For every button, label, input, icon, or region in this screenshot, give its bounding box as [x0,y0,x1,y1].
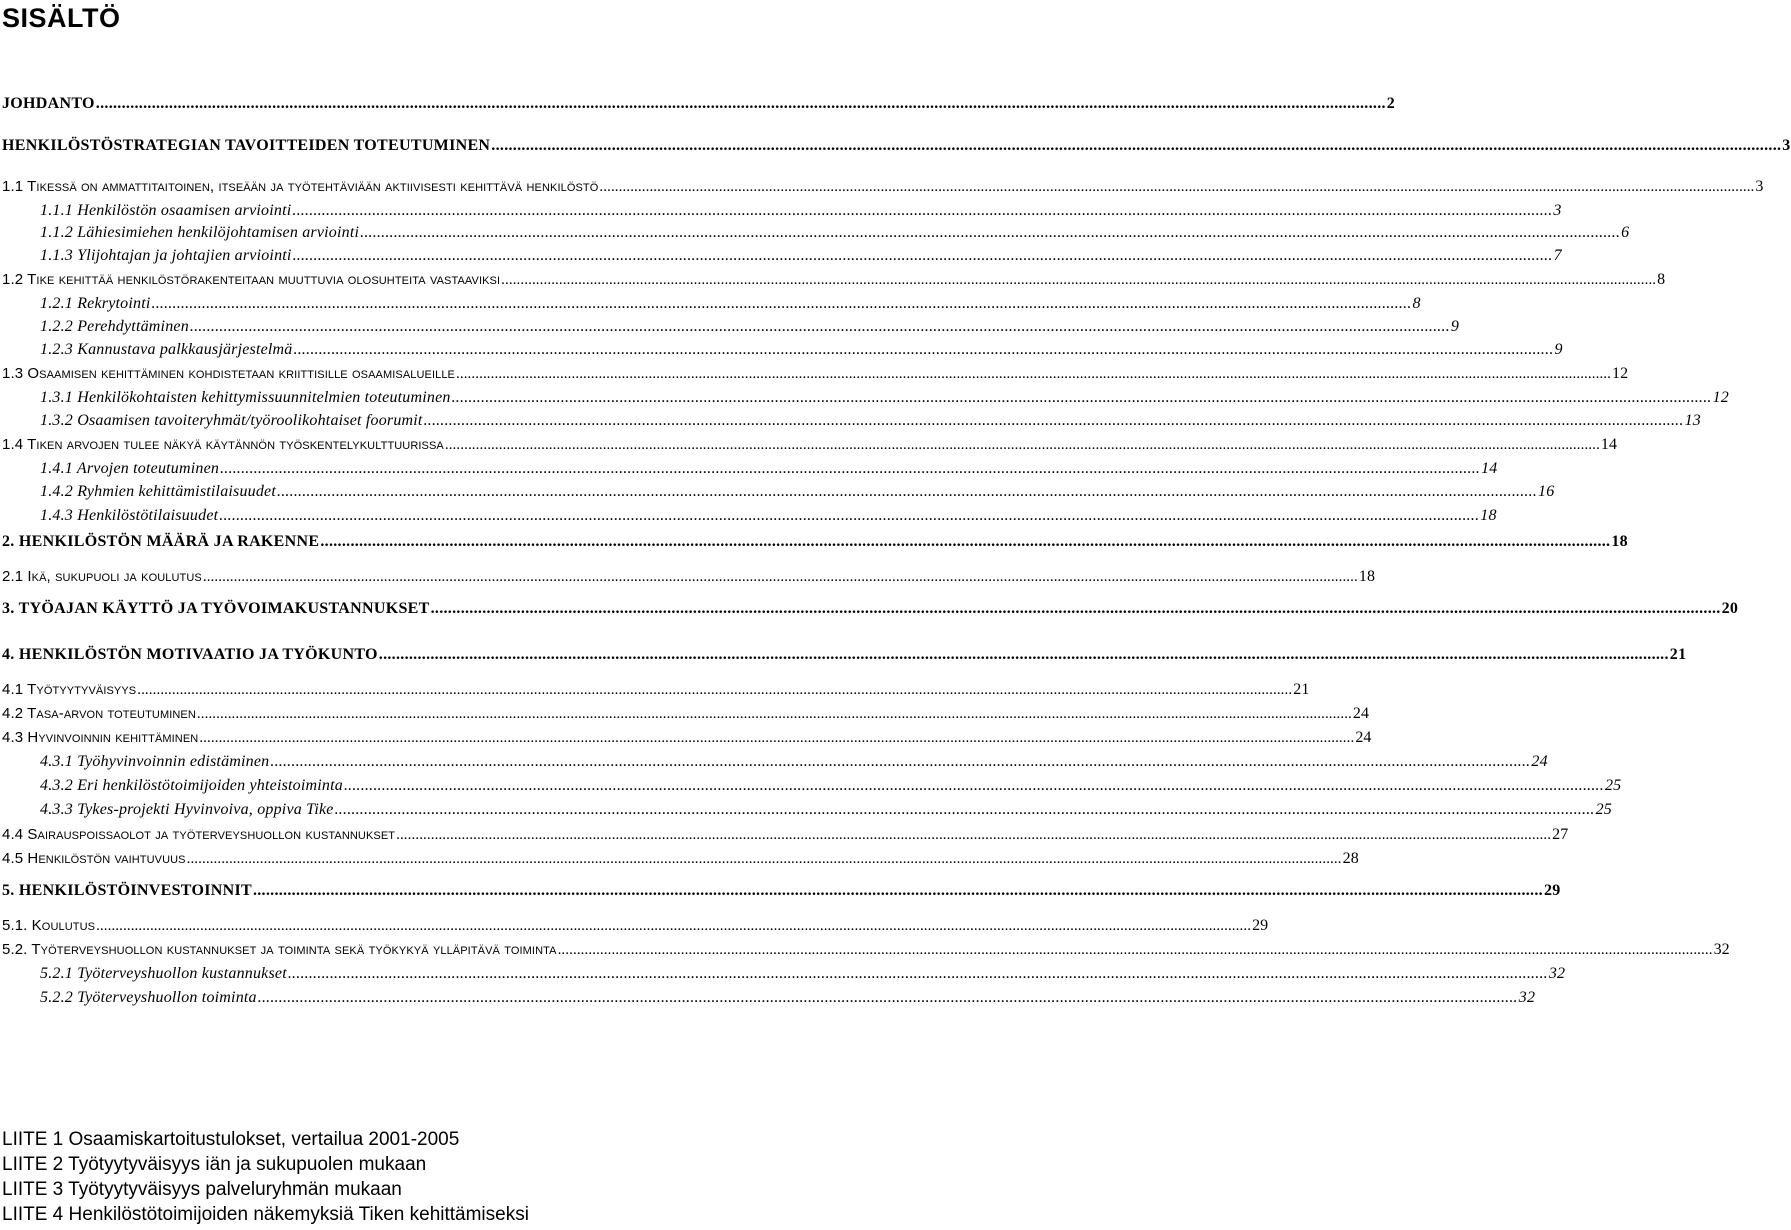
toc-entry-page: 24 [1352,705,1370,722]
toc-entry[interactable] [2,825,1569,845]
appendix-item: LIITE 1 Osaamiskartoitustulokset, vertailua 2001-2005 [2,1129,460,1150]
toc-leader-dots: ............................................................................................................................................................................................................................................................................................................ [220,460,1481,477]
toc-entry-page: 18 [1358,568,1376,585]
toc-leader-dots: ............................................................................................................................................................................................................................................................................................................ [95,95,1386,112]
toc-leader-dots: ............................................................................................................................................................................................................................................................................................................ [430,600,1721,617]
toc-entry[interactable] [2,940,1730,960]
toc-entry-title: 1.1.1 Henkilöstön osaamisen arviointi [40,202,292,219]
toc-leader-dots: ............................................................................................................................................................................................................................................................................................................ [456,366,1611,382]
toc-entry-title: 1.4 Tiken arvojen tulee näkyä käytännön työskentelykulttuurissa [2,436,444,453]
toc-entry-page: 18 [1611,533,1628,550]
toc-entry-page: 27 [1552,826,1569,843]
toc-entry-page: 3 [1755,178,1764,195]
toc-entry[interactable] [2,680,1310,700]
toc-entry[interactable] [2,270,1666,290]
toc-leader-dots: ............................................................................................................................................................................................................................................................................................................ [196,706,1352,722]
toc-entry-page: 8 [1412,295,1421,312]
toc-entry-title: 5.2.2 Työterveyshuollon toiminta [40,989,257,1006]
toc-entry-title: 1.3.1 Henkilökohtaisten kehittymissuunnitelmien toteutuminen [40,389,451,406]
toc-entry-page: 7 [1553,247,1562,264]
toc-entry[interactable] [40,223,1630,243]
toc-leader-dots: ............................................................................................................................................................................................................................................................................................................ [501,272,1657,288]
toc-entry-page: 13 [1684,412,1701,429]
toc-entry-title: 4.5 Henkilöstön vaihtuvuus [2,850,186,867]
toc-entry[interactable] [2,364,1629,384]
toc-entry-title: 1.3.2 Osaamisen tavoiteryhmät/työroolikohtaiset foorumit [40,412,423,429]
toc-entry[interactable] [2,532,1628,552]
toc-entry-page: 14 [1600,436,1618,453]
toc-entry-title: 4.4 Sairauspoissaolot ja työterveyshuollon kustannukset [2,826,396,843]
toc-leader-dots: ............................................................................................................................................................................................................................................................................................................ [491,137,1782,154]
toc-leader-dots: ............................................................................................................................................................................................................................................................................................................ [96,918,1252,934]
toc-entry-page: 32 [1548,965,1566,982]
toc-entry-title: 4.3.1 Työhyvinvoinnin edistäminen [40,753,270,770]
toc-entry[interactable] [40,388,1729,408]
toc-entry[interactable] [2,916,1269,936]
toc-entry-page: 9 [1450,318,1460,335]
toc-entry[interactable] [40,340,1563,360]
toc-entry[interactable] [40,964,1566,984]
toc-entry-page: 29 [1543,882,1561,899]
toc-leader-dots: ............................................................................................................................................................................................................................................................................................................ [189,318,1450,335]
toc-entry-title: 1.2 Tike kehittää henkilöstörakenteitaan muuttuvia olosuhteita vastaaviksi [2,271,501,288]
toc-entry-page: 16 [1538,483,1555,500]
toc-leader-dots: ............................................................................................................................................................................................................................................................................................................ [186,851,1342,867]
toc-entry[interactable] [40,800,1613,820]
toc-entry-page: 14 [1481,460,1498,477]
toc-entry-page: 32 [1518,989,1536,1006]
appendix-item: LIITE 4 Henkilöstötoimijoiden näkemyksiä Tiken kehittämiseksi [2,1204,529,1225]
toc-entry-title: 2. HENKILÖSTÖN MÄÄRÄ JA RAKENNE [2,533,320,550]
toc-entry-title: 4.1 Työtyytyväisyys [2,681,137,698]
toc-entry-page: 6 [1621,224,1630,241]
toc-entry[interactable] [40,201,1562,221]
toc-entry-title: 2.1 Ikä, sukupuoli ja koulutus [2,568,202,585]
toc-entry-title: 4.3 Hyvinvoinnin kehittäminen [2,729,199,746]
toc-entry-page: 29 [1252,917,1269,934]
toc-entry-title: 5.2.1 Työterveyshuollon kustannukset [40,965,287,982]
appendix-item: LIITE 3 Työtyytyväisyys palveluryhmän mukaan [2,1179,402,1200]
toc-entry-title: JOHDANTO [2,95,95,112]
toc-leader-dots: ............................................................................................................................................................................................................................................................................................................ [199,730,1355,746]
toc-entry-title: 1.2.3 Kannustava palkkausjärjestelmä [40,341,293,358]
toc-leader-dots: ............................................................................................................................................................................................................................................................................................................ [257,989,1518,1006]
toc-entry[interactable] [2,177,1764,197]
toc-leader-dots: ............................................................................................................................................................................................................................................................................................................ [292,247,1553,264]
toc-entry-title: 1.3 Osaamisen kehittäminen kohdistetaan kriittisille osaamisalueille [2,365,455,382]
toc-entry[interactable] [40,317,1460,337]
toc-leader-dots: ............................................................................................................................................................................................................................................................................................................ [444,437,1600,453]
toc-entry-title: 1.4.3 Henkilöstötilaisuudet [40,507,219,524]
toc-entry[interactable] [2,849,1359,869]
toc-entry[interactable] [2,728,1372,748]
toc-entry-page: 3 [1782,137,1791,154]
toc-leader-dots: ............................................................................................................................................................................................................................................................................................................ [270,753,1531,770]
toc-entry-title: 1.1.3 Ylijohtajan ja johtajien arviointi [40,247,292,264]
page-title: SISÄLTÖ [2,3,121,33]
toc-entry[interactable] [40,482,1555,502]
toc-entry-page: 9 [1554,341,1563,358]
toc-entry-title: 4.2 Tasa-arvon toteutuminen [2,705,196,722]
toc-leader-dots: ............................................................................................................................................................................................................................................................................................................ [252,882,1543,899]
toc-entry-title: 5. HENKILÖSTÖINVESTOINNIT [2,882,252,899]
toc-entry-title: 1.4.2 Ryhmien kehittämistilaisuudet [40,483,277,500]
toc-entry[interactable] [2,435,1618,455]
toc-entry[interactable] [40,988,1536,1008]
toc-leader-dots: ............................................................................................................................................................................................................................................................................................................ [151,295,1412,312]
toc-leader-dots: ............................................................................................................................................................................................................................................................................................................ [343,777,1604,794]
appendix-list [2,1127,952,1227]
toc-entry-page: 2 [1386,95,1396,112]
toc-entry-page: 12 [1612,365,1629,382]
toc-entry-title: 4.3.2 Eri henkilöstötoimijoiden yhteistoiminta [40,777,343,794]
toc-entry-page: 20 [1721,600,1739,617]
toc-leader-dots: ............................................................................................................................................................................................................................................................................................................ [320,533,1611,550]
toc-entry[interactable] [2,567,1376,587]
toc-leader-dots: ............................................................................................................................................................................................................................................................................................................ [451,389,1712,406]
toc-entry[interactable] [2,645,1687,665]
toc-entry-title: 5.2. Työterveyshuollon kustannukset ja toiminta sekä työkykyä ylläpitävä toiminta [2,941,557,958]
toc-entry-page: 21 [1669,646,1687,663]
toc-entry-page: 32 [1713,941,1730,958]
toc-entry-title: 3. TYÖAJAN KÄYTTÖ JA TYÖVOIMAKUSTANNUKSET [2,600,430,617]
toc-entry[interactable] [2,881,1561,901]
toc-entry-title: 4. HENKILÖSTÖN MOTIVAATIO JA TYÖKUNTO [2,646,378,663]
toc-leader-dots: ............................................................................................................................................................................................................................................................................................................ [277,483,1538,500]
toc-entry[interactable] [40,246,1562,266]
toc-leader-dots: ............................................................................................................................................................................................................................................................................................................ [292,202,1553,219]
toc-entry-title: 5.1. Koulutus [2,917,96,934]
toc-entry-page: 12 [1712,389,1729,406]
toc-entry[interactable] [40,752,1548,772]
toc-entry-page: 3 [1553,202,1562,219]
toc-leader-dots: ............................................................................................................................................................................................................................................................................................................ [423,412,1684,429]
toc-entry[interactable] [40,411,1701,431]
toc-leader-dots: ............................................................................................................................................................................................................................................................................................................ [293,341,1554,358]
toc-entry-page: 25 [1604,777,1622,794]
toc-entry-page: 18 [1480,507,1497,524]
toc-entry[interactable] [40,459,1498,479]
toc-entry[interactable] [2,599,1739,619]
toc-entry-page: 21 [1293,681,1310,698]
toc-leader-dots: ............................................................................................................................................................................................................................................................................................................ [202,569,1358,585]
toc-entry-title: 1.4.1 Arvojen toteutuminen [40,460,220,477]
toc-leader-dots: ............................................................................................................................................................................................................................................................................................................ [334,801,1595,818]
toc-entry[interactable] [40,294,1421,314]
toc-leader-dots: ............................................................................................................................................................................................................................................................................................................ [360,224,1621,241]
toc-leader-dots: ............................................................................................................................................................................................................................................................................................................ [378,646,1669,663]
toc-entry-page: 24 [1531,753,1548,770]
appendix-item: LIITE 2 Työtyytyväisyys iän ja sukupuolen mukaan [2,1154,427,1175]
toc-entry-page: 28 [1342,850,1359,867]
toc-leader-dots: ............................................................................................................................................................................................................................................................................................................ [396,827,1552,843]
toc-leader-dots: ............................................................................................................................................................................................................................................................................................................ [557,942,1713,958]
toc-entry-page: 25 [1595,801,1613,818]
toc-entry[interactable] [2,136,1791,156]
toc-entry[interactable] [2,94,1396,114]
toc-entry-title: 1.1.2 Lähiesimiehen henkilöjohtamisen arviointi [40,224,360,241]
toc-entry[interactable] [40,506,1497,526]
toc-entry-page: 24 [1355,729,1372,746]
toc-entry-title: 1.2.2 Perehdyttäminen [40,318,189,335]
toc-entry[interactable] [2,704,1370,724]
toc-leader-dots: ............................................................................................................................................................................................................................................................................................................ [287,965,1548,982]
toc-entry-title: 4.3.3 Tykes-projekti Hyvinvoiva, oppiva Tike [40,801,334,818]
toc-leader-dots: ............................................................................................................................................................................................................................................................................................................ [599,179,1755,195]
toc-entry-title: 1.1 Tikessä on ammattitaitoinen, itseään ja työtehtäviään aktiivisesti kehittävä henkilöstö [2,178,599,195]
toc-entry[interactable] [40,776,1622,796]
toc-leader-dots: ............................................................................................................................................................................................................................................................................................................ [219,507,1480,524]
toc-leader-dots: ............................................................................................................................................................................................................................................................................................................ [137,682,1293,698]
toc-entry-title: HENKILÖSTÖSTRATEGIAN TAVOITTEIDEN TOTEUTUMINEN [2,137,491,154]
toc-entry-title: 1.2.1 Rekrytointi [40,295,151,312]
toc-entry-page: 8 [1657,271,1666,288]
